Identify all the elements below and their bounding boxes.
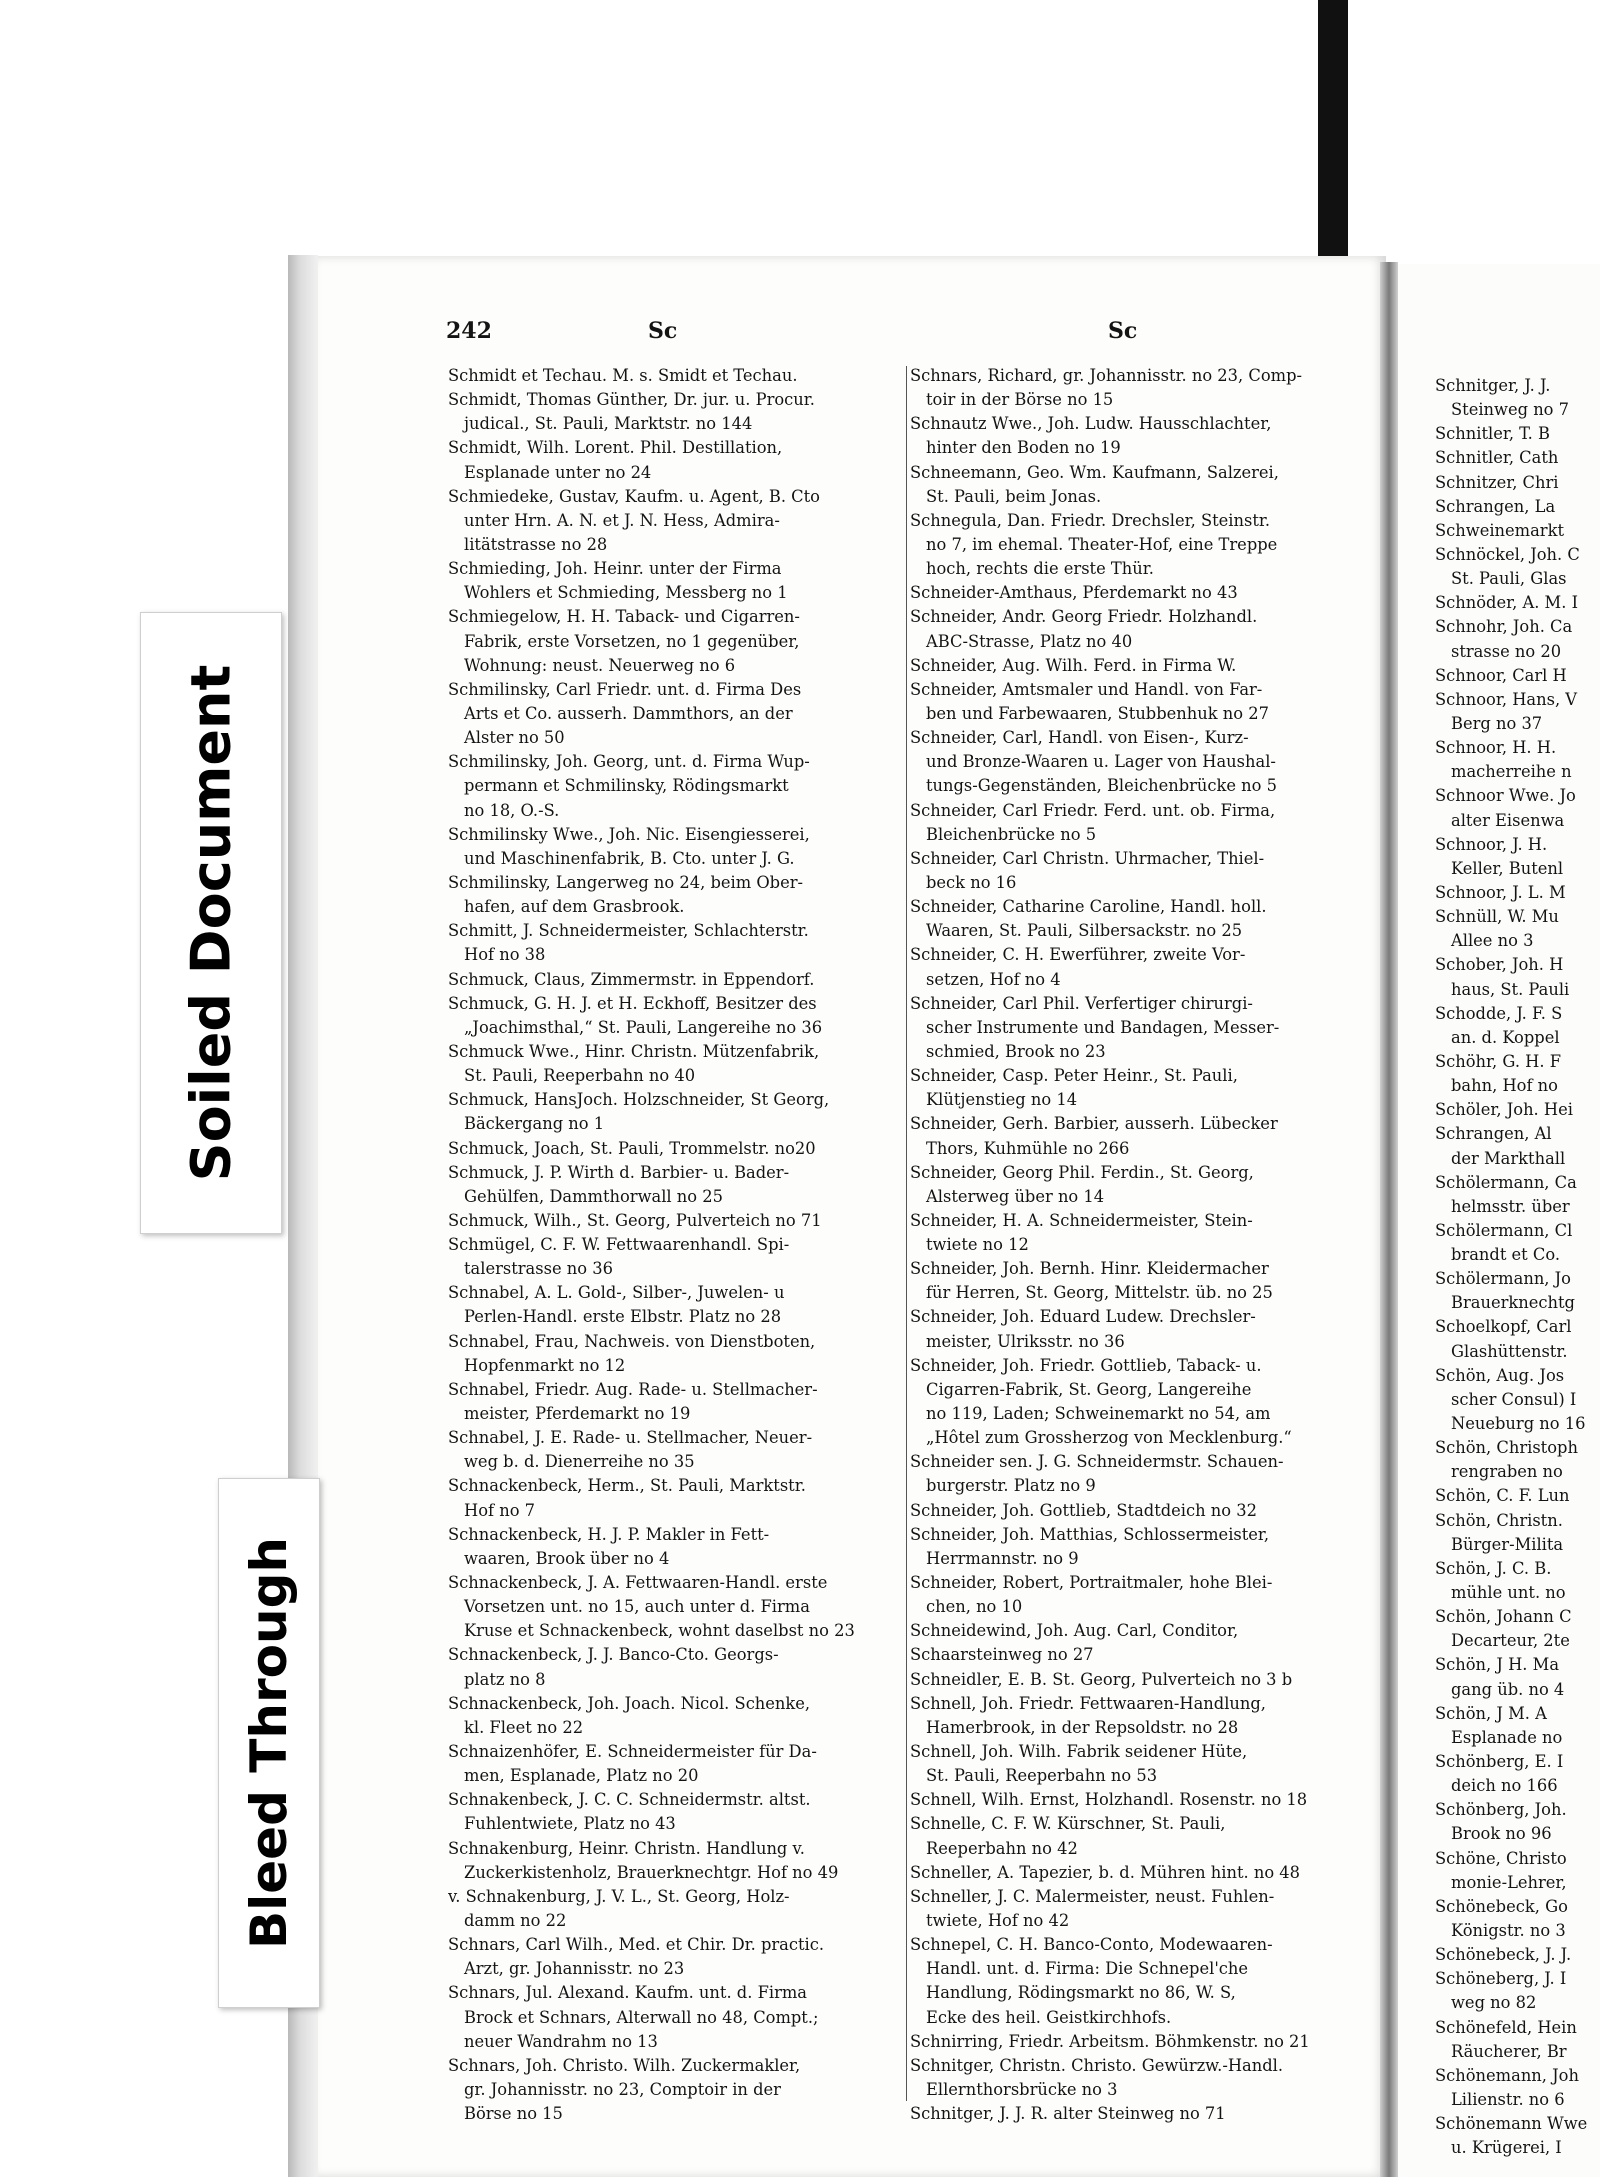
entry-line: Allee no 3 — [1451, 931, 1534, 951]
entry-line: macherreihe n — [1451, 762, 1572, 782]
entry-line: Schnelle, C. F. W. Kürschner, St. Pauli, — [910, 1814, 1226, 1834]
entry-line: Schöhr, G. H. F — [1435, 1051, 1562, 1071]
entry-line: und Bronze-Waaren u. Lager von Haushal- — [926, 752, 1276, 772]
entry-line: Fuhlentwiete, Platz no 43 — [464, 1814, 676, 1834]
entry-line: Schneider, Andr. Georg Friedr. Holzhandl. — [910, 607, 1258, 627]
entry-line: toir in der Börse no 15 — [926, 390, 1114, 410]
entry-line: Schnell, Wilh. Ernst, Holzhandl. Rosenstr. no 18 — [910, 1790, 1308, 1810]
entry-line: Klütjenstieg no 14 — [926, 1090, 1078, 1110]
entry-line: Schober, Joh. H — [1435, 955, 1564, 975]
entry-line: Schölermann, Cl — [1435, 1220, 1573, 1240]
entry-line: Schnitger, J. J. — [1435, 376, 1551, 395]
entry-line: Kruse et Schnackenbeck, wohnt daselbst no 23 — [464, 1621, 855, 1641]
entry-line: Schnars, Richard, gr. Johannisstr. no 23, Comp- — [910, 366, 1302, 385]
entry-line: Steinweg no 7 — [1451, 400, 1570, 420]
entry-line: Schneider, Catharine Caroline, Handl. holl. — [910, 897, 1267, 917]
entry-line: deich no 166 — [1451, 1776, 1558, 1796]
entry-line: ABC-Strasse, Platz no 40 — [926, 631, 1133, 651]
entry-line: Ellernthorsbrücke no 3 — [926, 2079, 1118, 2099]
entry-line: Schnöckel, Joh. C — [1435, 544, 1580, 564]
entry-line: Schnohr, Joh. Ca — [1435, 617, 1573, 637]
entry-line: Schnell, Joh. Friedr. Fettwaaren-Handlung, — [910, 1693, 1266, 1713]
entry-line: Schnautz Wwe., Joh. Ludw. Hausschlachter, — [910, 414, 1272, 434]
entry-line: Brauerknechtg — [1451, 1293, 1575, 1313]
entry-line: Schön, Aug. Jos — [1435, 1365, 1565, 1385]
entry-line: Schmidt, Wilh. Lorent. Phil. Destillation, — [448, 438, 783, 458]
entry-line: Brock et Schnars, Alterwall no 48, Compt.; — [464, 2007, 819, 2027]
entry-line: Schnöder, A. M. I — [1435, 593, 1579, 613]
entry-line: Schneider, Joh. Matthias, Schlossermeister, — [910, 1524, 1270, 1544]
entry-line: Schneller, A. Tapezier, b. d. Mühren hint. no 48 — [910, 1862, 1301, 1882]
entry-line: Zuckerkistenholz, Brauerknechtgr. Hof no 49 — [464, 1862, 839, 1882]
entry-line: Schönefeld, Hein — [1435, 2017, 1577, 2037]
entry-line: Schön, Johann C — [1435, 1607, 1572, 1627]
entry-line: Schneidler, E. B. St. Georg, Pulverteich no 3 b — [910, 1669, 1293, 1689]
entry-line: Schnakenburg, Heinr. Christn. Handlung v. — [448, 1838, 805, 1858]
entry-line: Schaarsteinweg no 27 — [910, 1645, 1094, 1665]
entry-line: Schnackenbeck, J. J. Banco-Cto. Georgs- — [448, 1645, 779, 1665]
entry-line: Schnoor, Carl H — [1435, 665, 1567, 685]
entry-line: Schnoor, J. L. M — [1435, 882, 1566, 902]
entry-line: Schneidewind, Joh. Aug. Carl, Conditor, — [910, 1621, 1239, 1641]
entry-line: weg b. d. Dienerreihe no 35 — [464, 1452, 695, 1472]
entry-line: Schön, J. C. B. — [1435, 1558, 1552, 1578]
entry-line: hoch, rechts die erste Thür. — [926, 559, 1154, 579]
entry-line: Schnegula, Dan. Friedr. Drechsler, Steinstr. — [910, 510, 1271, 530]
entry-line: Schönemann, Joh — [1435, 2065, 1579, 2085]
entry-line: Schnackenbeck, J. A. Fettwaaren-Handl. erste — [448, 1573, 828, 1593]
entry-line: no 18, O.-S. — [464, 800, 560, 820]
entry-line: neuer Wandrahm no 13 — [464, 2031, 658, 2051]
entry-line: Schneider, Aug. Wilh. Ferd. in Firma W. — [910, 655, 1237, 675]
entry-line: Schöneberg, J. I — [1435, 1969, 1567, 1989]
entry-line: ben und Farbewaaren, Stubbenhuk no 27 — [926, 703, 1269, 723]
entry-line: Schmilinsky, Langerweg no 24, beim Ober- — [448, 872, 804, 892]
entry-line: Schnepel, C. H. Banco-Conto, Modewaaren- — [910, 1935, 1273, 1955]
entry-line: Hamerbrook, in der Repsoldstr. no 28 — [926, 1717, 1239, 1737]
entry-line: twiete no 12 — [926, 1235, 1029, 1255]
entry-line: Schönebeck, Go — [1435, 1896, 1568, 1916]
entry-line: Schneider, Carl Phil. Verfertiger chirurgi- — [910, 993, 1253, 1013]
entry-line: Schmilinsky, Joh. Georg, unt. d. Firma Wup- — [448, 752, 810, 772]
entry-line: talerstrasse no 36 — [464, 1259, 613, 1279]
entry-line: Schneider, Casp. Peter Heinr., St. Pauli, — [910, 1066, 1238, 1086]
column-divider — [906, 366, 907, 2101]
entry-line: Schneider, Joh. Friedr. Gottlieb, Taback- u. — [910, 1355, 1262, 1375]
running-head-right: Sc — [1108, 318, 1138, 344]
entry-line: Schmuck, Wilh., St. Georg, Pulverteich no 71 — [448, 1210, 822, 1230]
entry-line: Schnabel, Friedr. Aug. Rade- u. Stellmacher- — [448, 1379, 818, 1399]
entry-line: mühle unt. no — [1451, 1583, 1566, 1603]
entry-line: Schneider, H. A. Schneidermeister, Stein- — [910, 1210, 1253, 1230]
entry-line: Schneider, C. H. Ewerführer, zweite Vor- — [910, 945, 1246, 965]
entry-line: Schnaizenhöfer, E. Schneidermeister für Da- — [448, 1742, 817, 1762]
entry-line: Schmieding, Joh. Heinr. unter der Firma — [448, 559, 782, 579]
entry-line: burgerstr. Platz no 9 — [926, 1476, 1096, 1496]
entry-line: Bleichenbrücke no 5 — [926, 824, 1097, 844]
entry-line: Wohlers et Schmieding, Messberg no 1 — [464, 583, 788, 603]
entry-line: waaren, Brook über no 4 — [464, 1548, 670, 1568]
soiled-document-tab — [140, 612, 282, 1234]
soiled-document-label: Soiled Document — [179, 664, 243, 1182]
entry-line: Schnitger, Christn. Christo. Gewürzw.-Handl. — [910, 2055, 1284, 2075]
entry-line: gr. Johannisstr. no 23, Comptoir in der — [464, 2079, 781, 2099]
entry-line: meister, Ulriksstr. no 36 — [926, 1331, 1125, 1351]
entry-line: Börse no 15 — [464, 2104, 563, 2124]
entry-line: Schneider, Carl Friedr. Ferd. unt. ob. Firma, — [910, 800, 1276, 820]
entry-line: Glashüttenstr. — [1451, 1341, 1568, 1361]
entry-line: und Maschinenfabrik, B. Cto. unter J. G. — [464, 848, 795, 868]
entry-line: Schneider, Robert, Portraitmaler, hohe Blei- — [910, 1573, 1273, 1593]
entry-line: an. d. Koppel — [1451, 1027, 1560, 1047]
entry-line: chen, no 10 — [926, 1597, 1023, 1617]
entry-line: Fabrik, erste Vorsetzen, no 1 gegenüber, — [464, 631, 800, 651]
entry-line: Schnirring, Friedr. Arbeitsm. Böhmkenstr. no 21 — [910, 2031, 1310, 2051]
entry-line: Schnoor, Hans, V — [1435, 689, 1578, 709]
entry-line: Schmuck, Joach, St. Pauli, Trommelstr. no20 — [448, 1138, 816, 1158]
entry-line: Ecke des heil. Geistkirchhofs. — [926, 2007, 1172, 2027]
entry-line: der Markthall — [1451, 1148, 1566, 1168]
entry-line: Schnell, Joh. Wilh. Fabrik seidener Hüte, — [910, 1742, 1248, 1762]
entry-line: Decarteur, 2te — [1451, 1631, 1570, 1651]
entry-line: kl. Fleet no 22 — [464, 1717, 584, 1737]
entry-line: Herrmannstr. no 9 — [926, 1548, 1079, 1568]
entry-line: Reeperbahn no 42 — [926, 1838, 1078, 1858]
entry-line: hafen, auf dem Grasbrook. — [464, 897, 685, 917]
directory-column-next-page — [1435, 374, 1600, 2160]
entry-line: Schweinemarkt — [1435, 520, 1564, 540]
entry-line: Handlung, Rödingsmarkt no 86, W. S, — [926, 1983, 1236, 2003]
entry-line: Schnabel, J. E. Rade- u. Stellmacher, Neuer- — [448, 1428, 813, 1448]
entry-line: Schmilinsky, Carl Friedr. unt. d. Firma Des — [448, 679, 802, 699]
entry-line: Gehülfen, Dammthorwall no 25 — [464, 1186, 723, 1206]
entry-line: men, Esplanade, Platz no 20 — [464, 1766, 699, 1786]
entry-line: Schnitzer, Chri — [1435, 472, 1559, 492]
entry-line: Schönberg, Joh. — [1435, 1800, 1567, 1820]
entry-line: Schön, J H. Ma — [1435, 1655, 1560, 1675]
entry-line: Handl. unt. d. Firma: Die Schnepel'che — [926, 1959, 1249, 1979]
entry-line: Esplanade unter no 24 — [464, 462, 652, 482]
entry-line: Schnars, Carl Wilh., Med. et Chir. Dr. practic. — [448, 1935, 825, 1955]
entry-line: permann et Schmilinsky, Rödingsmarkt — [464, 776, 789, 796]
entry-line: für Herren, St. Georg, Mittelstr. üb. no 25 — [926, 1283, 1273, 1303]
entry-line: u. Krügerei, I — [1451, 2138, 1562, 2158]
entry-line: Perlen-Handl. erste Elbstr. Platz no 28 — [464, 1307, 782, 1327]
entry-line: bahn, Hof no — [1451, 1076, 1558, 1096]
entry-line: Schnackenbeck, Joh. Joach. Nicol. Schenke, — [448, 1693, 811, 1713]
entry-line: unter Hrn. A. N. et J. N. Hess, Admira- — [464, 510, 780, 530]
entry-line: Schneider-Amthaus, Pferdemarkt no 43 — [910, 583, 1238, 603]
entry-line: Schön, J M. A — [1435, 1703, 1547, 1723]
entry-line: Schnars, Joh. Christo. Wilh. Zuckermakler, — [448, 2055, 801, 2075]
entry-line: „Hôtel zum Grossherzog von Mecklenburg.“ — [926, 1428, 1292, 1448]
entry-line: Berg no 37 — [1451, 713, 1543, 733]
entry-line: Schmuck, HansJoch. Holzschneider, St Georg, — [448, 1090, 830, 1110]
entry-line: Schön, Christn. — [1435, 1510, 1563, 1530]
entry-line: Königstr. no 3 — [1451, 1921, 1566, 1940]
entry-line: St. Pauli, Reeperbahn no 40 — [464, 1066, 696, 1086]
entry-line: Schnoor, H. H. — [1435, 738, 1557, 758]
entry-line: Schöler, Joh. Hei — [1435, 1100, 1573, 1120]
entry-line: Vorsetzen unt. no 15, auch unter d. Firma — [464, 1597, 810, 1617]
entry-line: Schmilinsky Wwe., Joh. Nic. Eisengiesserei, — [448, 824, 810, 844]
entry-line: Schönebeck, J. J. — [1435, 1945, 1572, 1965]
entry-line: Waaren, St. Pauli, Silbersackstr. no 25 — [926, 921, 1243, 941]
entry-line: Schneller, J. C. Malermeister, neust. Fuhlen- — [910, 1886, 1275, 1906]
entry-line: Alster no 50 — [464, 728, 565, 748]
entry-line: Schnoor, J. H. — [1435, 834, 1548, 854]
entry-line: Neueburg no 16 — [1451, 1414, 1586, 1434]
entry-line: Schölermann, Jo — [1435, 1269, 1571, 1289]
entry-line: Schnackenbeck, H. J. P. Makler in Fett- — [448, 1524, 770, 1544]
entry-line: Schneider, Carl Christn. Uhrmacher, Thiel- — [910, 848, 1265, 868]
entry-line: Schrangen, Al — [1435, 1124, 1552, 1144]
entry-line: Bäckergang no 1 — [464, 1114, 605, 1134]
entry-line: Wohnung: neust. Neuerweg no 6 — [464, 655, 736, 675]
running-head-left: Sc — [648, 318, 678, 344]
entry-line: Schön, Christoph — [1435, 1438, 1578, 1458]
entry-line: schmied, Brook no 23 — [926, 1041, 1106, 1061]
entry-line: Schnitger, J. J. R. alter Steinweg no 71 — [910, 2104, 1226, 2124]
entry-line: Lilienstr. no 6 — [1451, 2089, 1565, 2109]
entry-line: Schönberg, E. I — [1435, 1752, 1564, 1772]
entry-line: judical., St. Pauli, Marktstr. no 144 — [464, 414, 753, 434]
entry-line: Esplanade no — [1451, 1727, 1563, 1747]
entry-line: Schmuck, G. H. J. et H. Eckhoff, Besitzer des — [448, 993, 817, 1013]
page-number: 242 — [446, 318, 492, 344]
entry-line: rengraben no — [1451, 1462, 1563, 1482]
entry-line: litätstrasse no 28 — [464, 534, 608, 554]
entry-line: brandt et Co. — [1451, 1245, 1561, 1265]
entry-line: St. Pauli, Reeperbahn no 53 — [926, 1766, 1158, 1786]
entry-line: Bürger-Milita — [1451, 1534, 1564, 1554]
entry-line: Schnabel, A. L. Gold-, Silber-, Juwelen- u — [448, 1283, 785, 1303]
entry-line: scher Instrumente und Bandagen, Messer- — [926, 1017, 1280, 1037]
entry-line: Hof no 7 — [464, 1500, 536, 1520]
entry-line: Schodde, J. F. S — [1435, 1003, 1563, 1023]
entry-line: Schneider, Carl, Handl. von Eisen-, Kurz- — [910, 728, 1249, 748]
entry-line: „Joachimsthal,“ St. Pauli, Langereihe no 36 — [464, 1017, 823, 1037]
entry-line: Schnoor Wwe. Jo — [1435, 786, 1576, 806]
entry-line: Schneider, Amtsmaler und Handl. von Far- — [910, 679, 1263, 699]
entry-line: Schnakenbeck, J. C. C. Schneidermstr. altst. — [448, 1790, 811, 1810]
entry-line: Schönemann Wwe — [1435, 2114, 1588, 2134]
entry-line: hinter den Boden no 19 — [926, 438, 1121, 458]
book-gutter — [1380, 262, 1398, 2177]
entry-line: Schneider, Joh. Bernh. Hinr. Kleidermacher — [910, 1259, 1269, 1279]
entry-line: Schmügel, C. F. W. Fettwaarenhandl. Spi- — [448, 1235, 790, 1255]
entry-line: setzen, Hof no 4 — [926, 969, 1061, 989]
entry-line: v. Schnakenburg, J. V. L., St. Georg, Holz- — [448, 1886, 790, 1906]
entry-line: Hof no 38 — [464, 945, 546, 965]
entry-line: gang üb. no 4 — [1451, 1679, 1565, 1699]
entry-line: Schneider sen. J. G. Schneidermstr. Schauen- — [910, 1452, 1284, 1472]
entry-line: Schnitler, T. B — [1435, 424, 1550, 444]
entry-line: tungs-Gegenständen, Bleichenbrücke no 5 — [926, 776, 1278, 796]
entry-line: St. Pauli, beim Jonas. — [926, 486, 1102, 506]
entry-line: strasse no 20 — [1451, 641, 1562, 661]
entry-line: Cigarren-Fabrik, St. Georg, Langereihe — [926, 1379, 1252, 1399]
entry-line: monie-Lehrer, — [1451, 1872, 1567, 1892]
directory-column-left — [448, 364, 903, 2126]
entry-line: Schmitt, J. Schneidermeister, Schlachterstr. — [448, 921, 809, 941]
bleed-through-label: Bleed Through — [240, 1537, 298, 1949]
entry-line: Schölermann, Ca — [1435, 1172, 1577, 1192]
entry-line: Hopfenmarkt no 12 — [464, 1355, 626, 1375]
entry-line: scher Consul) I — [1451, 1389, 1577, 1409]
entry-line: twiete, Hof no 42 — [926, 1911, 1070, 1930]
entry-line: Schmiegelow, H. H. Taback- und Cigarren- — [448, 607, 800, 627]
entry-line: Schneider, Georg Phil. Ferdin., St. Georg, — [910, 1162, 1254, 1182]
entry-line: platz no 8 — [464, 1669, 546, 1689]
entry-line: beck no 16 — [926, 872, 1017, 892]
entry-line: weg no 82 — [1451, 1993, 1537, 2013]
entry-line: Schoelkopf, Carl — [1435, 1317, 1572, 1337]
entry-line: St. Pauli, Glas — [1451, 569, 1567, 589]
entry-line: Keller, Butenl — [1451, 858, 1564, 878]
entry-line: Arzt, gr. Johannisstr. no 23 — [464, 1959, 685, 1979]
entry-line: helmsstr. über — [1451, 1196, 1570, 1216]
entry-line: Schmuck, Claus, Zimmermstr. in Eppendorf. — [448, 969, 815, 989]
entry-line: Schnackenbeck, Herm., St. Pauli, Marktstr. — [448, 1476, 806, 1496]
entry-line: Räucherer, Br — [1451, 2041, 1567, 2061]
entry-line: Schneider, Joh. Eduard Ludew. Drechsler- — [910, 1307, 1256, 1327]
entry-line: Thors, Kuhmühle no 266 — [926, 1138, 1130, 1158]
directory-column-right — [910, 364, 1370, 2126]
bleed-through-tab — [218, 1478, 320, 2008]
entry-line: Schön, C. F. Lun — [1435, 1486, 1570, 1506]
entry-line: Schneider, Gerh. Barbier, ausserh. Lübecker — [910, 1114, 1278, 1134]
entry-line: Schneider, Joh. Gottlieb, Stadtdeich no 32 — [910, 1500, 1257, 1520]
entry-line: meister, Pferdemarkt no 19 — [464, 1404, 691, 1424]
entry-line: Alsterweg über no 14 — [926, 1186, 1105, 1206]
entry-line: Schnars, Jul. Alexand. Kaufm. unt. d. Firma — [448, 1983, 807, 2003]
entry-line: alter Eisenwa — [1451, 810, 1565, 830]
entry-line: Schmiedeke, Gustav, Kaufm. u. Agent, B. Cto — [448, 486, 820, 506]
entry-line: no 119, Laden; Schweinemarkt no 54, am — [926, 1404, 1271, 1424]
entry-line: Brook no 96 — [1451, 1824, 1552, 1844]
entry-line: Schnabel, Frau, Nachweis. von Dienstboten, — [448, 1331, 816, 1351]
entry-line: Arts et Co. ausserh. Dammthors, an der — [464, 703, 793, 723]
entry-line: Schrangen, La — [1435, 496, 1556, 516]
entry-line: Schmidt et Techau. M. s. Smidt et Techau. — [448, 366, 798, 385]
black-strip — [1318, 0, 1348, 262]
entry-line: Schnitler, Cath — [1435, 448, 1559, 468]
entry-line: damm no 22 — [464, 1911, 567, 1930]
entry-line: Schmuck, J. P. Wirth d. Barbier- u. Bader- — [448, 1162, 790, 1182]
entry-line: Schnüll, W. Mu — [1435, 907, 1559, 927]
entry-line: no 7, im ehemal. Theater-Hof, eine Treppe — [926, 534, 1278, 554]
entry-line: haus, St. Pauli — [1451, 979, 1570, 999]
entry-line: Schneemann, Geo. Wm. Kaufmann, Salzerei, — [910, 462, 1279, 482]
entry-line: Schmuck Wwe., Hinr. Christn. Mützenfabrik, — [448, 1041, 820, 1061]
entry-line: Schmidt, Thomas Günther, Dr. jur. u. Procur. — [448, 390, 815, 410]
entry-line: Schöne, Christo — [1435, 1848, 1567, 1868]
